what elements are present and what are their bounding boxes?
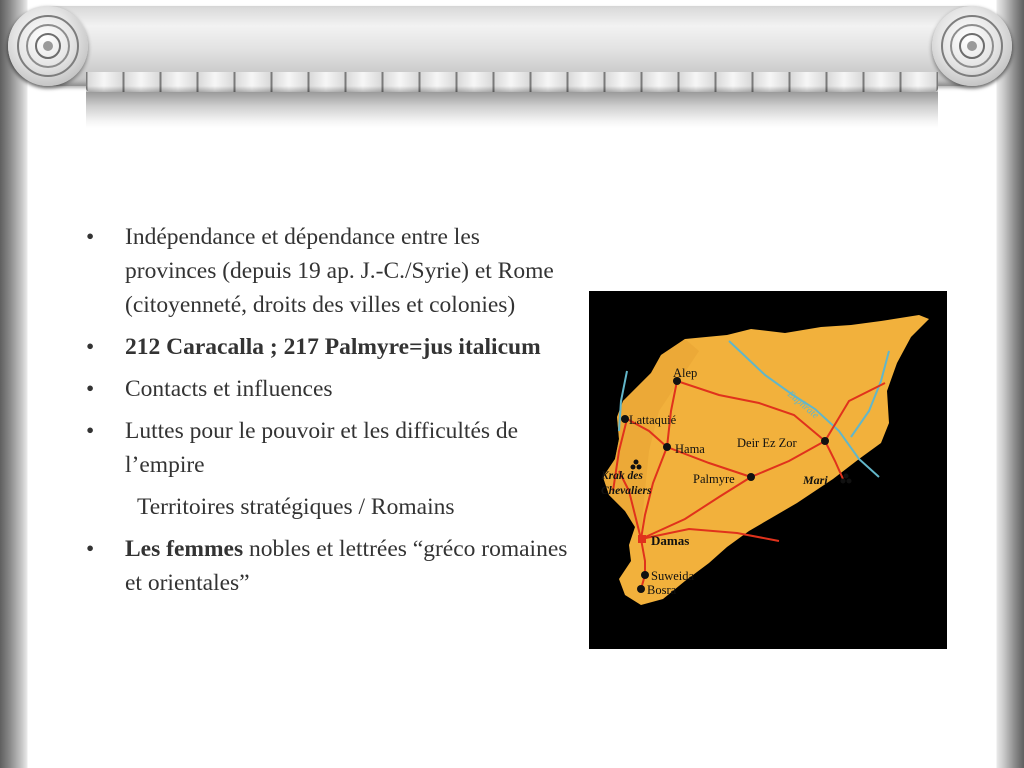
alep-label: Alep: [673, 366, 698, 380]
bullet-bold-text: 212 Caracalla ; 217 Palmyre=jus italicum: [125, 334, 541, 360]
palmyre-marker: [747, 473, 755, 481]
hama-marker: [663, 443, 671, 451]
syria-map: [589, 291, 947, 649]
bullet-marker: •: [86, 418, 95, 444]
sub-line: [86, 490, 576, 524]
bullet-item: [86, 220, 576, 322]
bullet-marker: •: [86, 376, 95, 402]
bullet-marker: •: [86, 536, 95, 562]
deir-marker: [821, 437, 829, 445]
volute-left-spiral-icon: [8, 6, 88, 86]
capital-shadow: [86, 92, 938, 128]
sub-line-text: Territoires stratégiques / Romains: [137, 494, 455, 520]
bullet-item: [86, 372, 576, 406]
volute-right-spiral-icon: [932, 6, 1012, 86]
suweida-label: Suweida: [651, 569, 695, 583]
bullet-marker: •: [86, 224, 95, 250]
bosra-marker: [637, 585, 645, 593]
suweida-marker: [641, 571, 649, 579]
bullet-text: Luttes pour le pouvoir et les difficultés de l’empire: [125, 418, 519, 478]
bullet-text: Contacts et influences: [125, 376, 333, 402]
bullet-item: [86, 330, 576, 364]
krak-label-line1: Krak des: [601, 470, 643, 482]
bosra-label: Bosra: [647, 583, 677, 597]
damas-label: Damas: [651, 533, 690, 548]
bullet-text: nobles et lettrées “gréco romaines et orientales”: [125, 536, 568, 596]
bullet-text: Indépendance et dépendance entre les provinces (depuis 19 ap. J.-C./Syrie) et Rome (citoyenneté, droits des villes et colonies): [125, 224, 554, 318]
bullet-item: [86, 532, 576, 600]
egg-and-dart-molding: [86, 72, 938, 92]
deir-label: Deir Ez Zor: [737, 436, 797, 450]
lattaquie-marker: [621, 415, 629, 423]
hama-label: Hama: [675, 442, 705, 456]
bullet-item: [86, 414, 576, 482]
lattaquie-label: Lattaquié: [629, 413, 677, 427]
krak-label-line2: Chevaliers: [601, 485, 652, 497]
bullet-bold-text: Les femmes: [125, 536, 244, 562]
palmyre-label: Palmyre: [693, 472, 735, 486]
mari-label: Mari: [803, 473, 828, 487]
damas-marker: [638, 535, 646, 543]
bullet-marker: •: [86, 334, 95, 360]
river-label: Euphrate: [785, 388, 821, 422]
bullet-list: [86, 220, 576, 608]
